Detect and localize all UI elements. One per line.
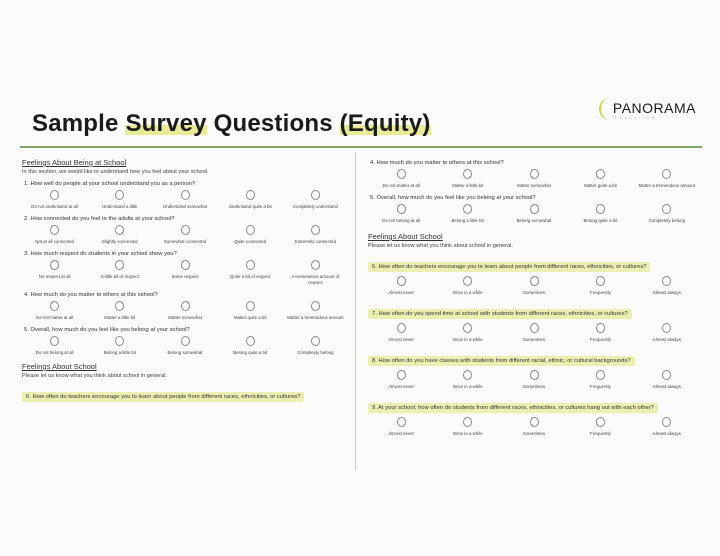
option-label: A little bit of respect: [100, 274, 139, 279]
answer-option[interactable]: [283, 260, 348, 286]
radio-circle-icon[interactable]: [181, 301, 190, 311]
radio-circle-icon[interactable]: [463, 276, 472, 286]
question-text: 4. How much do you matter to others at this school?: [24, 292, 158, 298]
option-label: A tremendous amount of respect: [291, 274, 340, 285]
radio-circle-icon[interactable]: [397, 169, 406, 179]
radio-circle-icon[interactable]: [181, 225, 190, 235]
radio-circle-icon[interactable]: [596, 276, 605, 286]
answer-option[interactable]: [634, 370, 700, 390]
left-column: [22, 154, 348, 403]
radio-circle-icon[interactable]: [463, 204, 472, 214]
answer-options: [368, 276, 700, 296]
question-list: [368, 160, 700, 224]
question-text: 6. How often do teachers encourage you to learn about people from different races, ethnicities, or cultures?: [368, 262, 650, 272]
survey-question: [368, 302, 700, 343]
option-label: Sometimes: [523, 384, 545, 389]
option-label: Almost never: [388, 290, 415, 295]
option-label: Once in a while: [452, 290, 483, 295]
radio-circle-icon[interactable]: [397, 204, 406, 214]
answer-options: [368, 204, 700, 224]
option-label: Frequently: [590, 337, 611, 342]
answer-option[interactable]: [283, 301, 348, 321]
option-label: Quite connected: [234, 239, 267, 244]
title-highlight-equity: (Equity): [339, 110, 431, 137]
question-list: [22, 385, 348, 403]
answer-option[interactable]: [87, 190, 152, 210]
question-list: [368, 255, 700, 437]
section-intro: In this section, we would like to understand how you feel about your school.: [22, 169, 209, 175]
question-text: 6. How often do teachers encourage you to learn about people from different races, ethnicities, or cultures?: [22, 392, 304, 402]
logo-name: PANORAMA: [612, 100, 696, 116]
radio-circle-icon[interactable]: [596, 417, 605, 427]
option-label: Belong quite a bit: [233, 350, 268, 355]
option-label: Almost always: [652, 431, 681, 436]
option-label: Do not belong at all: [35, 350, 74, 355]
answer-option[interactable]: [501, 204, 567, 224]
title-part: Questions: [206, 110, 340, 137]
option-label: Almost never: [388, 431, 415, 436]
radio-circle-icon[interactable]: [530, 276, 539, 286]
survey-question: [22, 216, 348, 245]
radio-circle-icon[interactable]: [246, 260, 255, 270]
answer-option[interactable]: [567, 276, 633, 296]
survey-question: [22, 385, 348, 403]
page-title: [32, 110, 431, 138]
answer-option[interactable]: [368, 276, 434, 296]
answer-option[interactable]: [567, 370, 633, 390]
radio-circle-icon[interactable]: [463, 370, 472, 380]
option-label: Belong a little bit: [451, 218, 484, 223]
answer-options: [22, 260, 348, 286]
survey-question: [22, 251, 348, 286]
radio-circle-icon[interactable]: [530, 169, 539, 179]
answer-option[interactable]: [152, 336, 217, 356]
radio-circle-icon[interactable]: [115, 225, 124, 235]
option-label: Once in a while: [452, 431, 483, 436]
answer-option[interactable]: [567, 323, 633, 343]
question-text: 2. How connected do you feel to the adults at your school?: [24, 216, 175, 222]
section-title: Feelings About Being at School: [22, 158, 127, 167]
option-label: Almost never: [388, 337, 415, 342]
answer-options: [368, 323, 700, 343]
answer-options: [22, 225, 348, 245]
radio-circle-icon[interactable]: [311, 336, 320, 346]
answer-option[interactable]: [501, 276, 567, 296]
radio-circle-icon[interactable]: [662, 204, 671, 214]
question-text: 5. Overall, how much do you feel like you belong at your school?: [370, 195, 536, 201]
option-label: Almost always: [652, 337, 681, 342]
radio-circle-icon[interactable]: [530, 323, 539, 333]
answer-option[interactable]: [368, 417, 434, 437]
radio-circle-icon[interactable]: [115, 190, 124, 200]
option-label: Belong a little bit: [103, 350, 136, 355]
question-text: 5. Overall, how much do you feel like you belong at your school?: [24, 327, 190, 333]
answer-option[interactable]: [567, 417, 633, 437]
answer-option[interactable]: [434, 276, 500, 296]
radio-circle-icon[interactable]: [50, 301, 59, 311]
question-list: [22, 181, 348, 356]
section-intro: Please let us know what you think about school in general.: [368, 243, 513, 249]
radio-circle-icon[interactable]: [397, 370, 406, 380]
radio-circle-icon[interactable]: [246, 301, 255, 311]
radio-circle-icon[interactable]: [50, 336, 59, 346]
survey-question: [368, 396, 700, 437]
answer-option[interactable]: [501, 417, 567, 437]
radio-circle-icon[interactable]: [246, 336, 255, 346]
title-highlight-survey: Survey: [125, 110, 207, 137]
radio-circle-icon[interactable]: [662, 323, 671, 333]
option-label: Do not matter at all: [382, 183, 420, 188]
question-text: 7. How often do you spend time at school with students from different races, ethnicities, or cultures?: [368, 309, 632, 319]
answer-option[interactable]: [368, 169, 434, 189]
answer-option[interactable]: [87, 260, 152, 286]
option-label: Completely belong: [648, 218, 686, 223]
right-column: [368, 154, 700, 437]
answer-option[interactable]: [218, 301, 283, 321]
radio-circle-icon[interactable]: [246, 190, 255, 200]
radio-circle-icon[interactable]: [596, 370, 605, 380]
answer-option[interactable]: [634, 323, 700, 343]
answer-option[interactable]: [22, 336, 87, 356]
radio-circle-icon[interactable]: [50, 260, 59, 270]
answer-option[interactable]: [218, 260, 283, 286]
title-rule: [20, 146, 702, 148]
option-label: Understand a little: [102, 204, 138, 209]
answer-option[interactable]: [501, 323, 567, 343]
radio-circle-icon[interactable]: [397, 323, 406, 333]
answer-option[interactable]: [567, 204, 633, 224]
option-label: Completely belong: [297, 350, 334, 355]
answer-option[interactable]: [368, 204, 434, 224]
question-text: 8. How often do you have classes with students from different racial, ethnic, or cultural backgrounds?: [368, 356, 635, 366]
option-label: Sometimes: [523, 290, 545, 295]
question-text: 4. How much do you matter to others at this school?: [370, 160, 504, 166]
survey-question: [22, 181, 348, 210]
radio-circle-icon[interactable]: [50, 190, 59, 200]
question-text: 3. How much respect do students in your school show you?: [24, 251, 177, 257]
answer-option[interactable]: [501, 370, 567, 390]
option-label: Somewhat connected: [163, 239, 207, 244]
answer-options: [22, 190, 348, 210]
radio-circle-icon[interactable]: [397, 417, 406, 427]
option-label: Once in a while: [452, 384, 483, 389]
radio-circle-icon[interactable]: [662, 169, 671, 179]
option-label: Frequently: [590, 431, 611, 436]
option-label: Do not understand at all: [31, 204, 78, 209]
survey-question: [22, 292, 348, 321]
answer-option[interactable]: [152, 301, 217, 321]
section-title: Feelings About School: [22, 362, 97, 371]
option-label: Almost always: [652, 290, 681, 295]
answer-option[interactable]: [283, 225, 348, 245]
answer-option[interactable]: [22, 225, 87, 245]
option-label: Matter a tremendous amount: [287, 315, 344, 320]
option-label: Frequently: [590, 384, 611, 389]
answer-option[interactable]: [434, 169, 500, 189]
option-label: Belong somewhat: [167, 350, 203, 355]
radio-circle-icon[interactable]: [397, 276, 406, 286]
radio-circle-icon[interactable]: [115, 336, 124, 346]
option-label: Matter quite a bit: [584, 183, 617, 188]
section-intro: Please let us know what you think about school in general.: [22, 373, 167, 379]
option-label: Some respect: [171, 274, 199, 279]
option-label: Do not matter at all: [36, 315, 74, 320]
radio-circle-icon[interactable]: [463, 169, 472, 179]
section-title: Feelings About School: [368, 232, 443, 241]
answer-option[interactable]: [283, 190, 348, 210]
option-label: No respect at all: [38, 274, 71, 279]
answer-option[interactable]: [87, 301, 152, 321]
answer-option[interactable]: [634, 204, 700, 224]
answer-option[interactable]: [434, 370, 500, 390]
survey-question: [22, 327, 348, 356]
option-label: Almost never: [388, 384, 415, 389]
question-text: 1. How well do people at your school understand you as a person?: [24, 181, 196, 187]
option-label: Matter quite a bit: [233, 315, 267, 320]
option-label: Matter somewhat: [168, 315, 202, 320]
option-label: Sometimes: [523, 431, 545, 436]
radio-circle-icon[interactable]: [115, 260, 124, 270]
radio-circle-icon[interactable]: [181, 190, 190, 200]
option-label: Matter a little bit: [452, 183, 484, 188]
answer-option[interactable]: [218, 225, 283, 245]
option-label: Almost always: [652, 384, 681, 389]
answer-options: [22, 336, 348, 356]
answer-option[interactable]: [368, 370, 434, 390]
radio-circle-icon[interactable]: [530, 204, 539, 214]
radio-circle-icon[interactable]: [181, 260, 190, 270]
option-label: Matter a tremendous amount: [638, 183, 696, 188]
option-label: Slightly connected: [101, 239, 138, 244]
option-label: Do not belong at all: [382, 218, 421, 223]
answer-option[interactable]: [368, 323, 434, 343]
logo-swoosh-icon: [599, 98, 613, 120]
answer-option[interactable]: [22, 260, 87, 286]
radio-circle-icon[interactable]: [311, 190, 320, 200]
radio-circle-icon[interactable]: [311, 301, 320, 311]
answer-option[interactable]: [22, 190, 87, 210]
answer-option[interactable]: [152, 190, 217, 210]
option-label: Extremely connected: [294, 239, 336, 244]
answer-option[interactable]: [152, 260, 217, 286]
answer-option[interactable]: [434, 417, 500, 437]
survey-question: [368, 195, 700, 224]
option-label: Matter somewhat: [517, 183, 551, 188]
radio-circle-icon[interactable]: [596, 204, 605, 214]
logo-tagline: EDUCATION: [614, 115, 657, 120]
radio-circle-icon[interactable]: [181, 336, 190, 346]
panorama-logo: [613, 100, 696, 120]
option-label: Not at all connected: [35, 239, 74, 244]
answer-option[interactable]: [87, 225, 152, 245]
question-text: 9. At your school, how often do students from different races, ethnicities, or cultures hang out with each other?: [368, 403, 658, 413]
survey-question: [368, 160, 700, 189]
radio-circle-icon[interactable]: [662, 276, 671, 286]
answer-option[interactable]: [634, 417, 700, 437]
answer-option[interactable]: [434, 204, 500, 224]
radio-circle-icon[interactable]: [596, 169, 605, 179]
radio-circle-icon[interactable]: [662, 370, 671, 380]
answer-options: [368, 169, 700, 189]
option-label: Understand somewhat: [163, 204, 207, 209]
answer-options: [22, 301, 348, 321]
radio-circle-icon[interactable]: [662, 417, 671, 427]
survey-question: [368, 255, 700, 296]
answer-option[interactable]: [218, 190, 283, 210]
radio-circle-icon[interactable]: [530, 417, 539, 427]
column-divider: [355, 152, 356, 470]
answer-option[interactable]: [434, 323, 500, 343]
option-label: Frequently: [590, 290, 611, 295]
answer-options: [368, 370, 700, 390]
option-label: Understand quite a bit: [228, 204, 272, 209]
radio-circle-icon[interactable]: [463, 323, 472, 333]
answer-option[interactable]: [501, 169, 567, 189]
radio-circle-icon[interactable]: [596, 323, 605, 333]
radio-circle-icon[interactable]: [530, 370, 539, 380]
title-part: Sample: [32, 110, 126, 137]
option-label: Once in a while: [452, 337, 483, 342]
radio-circle-icon[interactable]: [246, 225, 255, 235]
option-label: Matter a little bit: [104, 315, 136, 320]
survey-question: [368, 349, 700, 390]
radio-circle-icon[interactable]: [311, 260, 320, 270]
option-label: Belong somewhat: [516, 218, 552, 223]
option-label: Completely understand: [292, 204, 338, 209]
answer-option[interactable]: [218, 336, 283, 356]
answer-option[interactable]: [567, 169, 633, 189]
radio-circle-icon[interactable]: [115, 301, 124, 311]
option-label: Belong quite a bit: [583, 218, 618, 223]
option-label: Quite a bit of respect: [229, 274, 271, 279]
answer-option[interactable]: [634, 169, 700, 189]
answer-options: [368, 417, 700, 437]
radio-circle-icon[interactable]: [463, 417, 472, 427]
answer-option[interactable]: [634, 276, 700, 296]
answer-option[interactable]: [87, 336, 152, 356]
answer-option[interactable]: [283, 336, 348, 356]
option-label: Sometimes: [523, 337, 545, 342]
radio-circle-icon[interactable]: [311, 225, 320, 235]
radio-circle-icon[interactable]: [50, 225, 59, 235]
answer-option[interactable]: [22, 301, 87, 321]
answer-option[interactable]: [152, 225, 217, 245]
